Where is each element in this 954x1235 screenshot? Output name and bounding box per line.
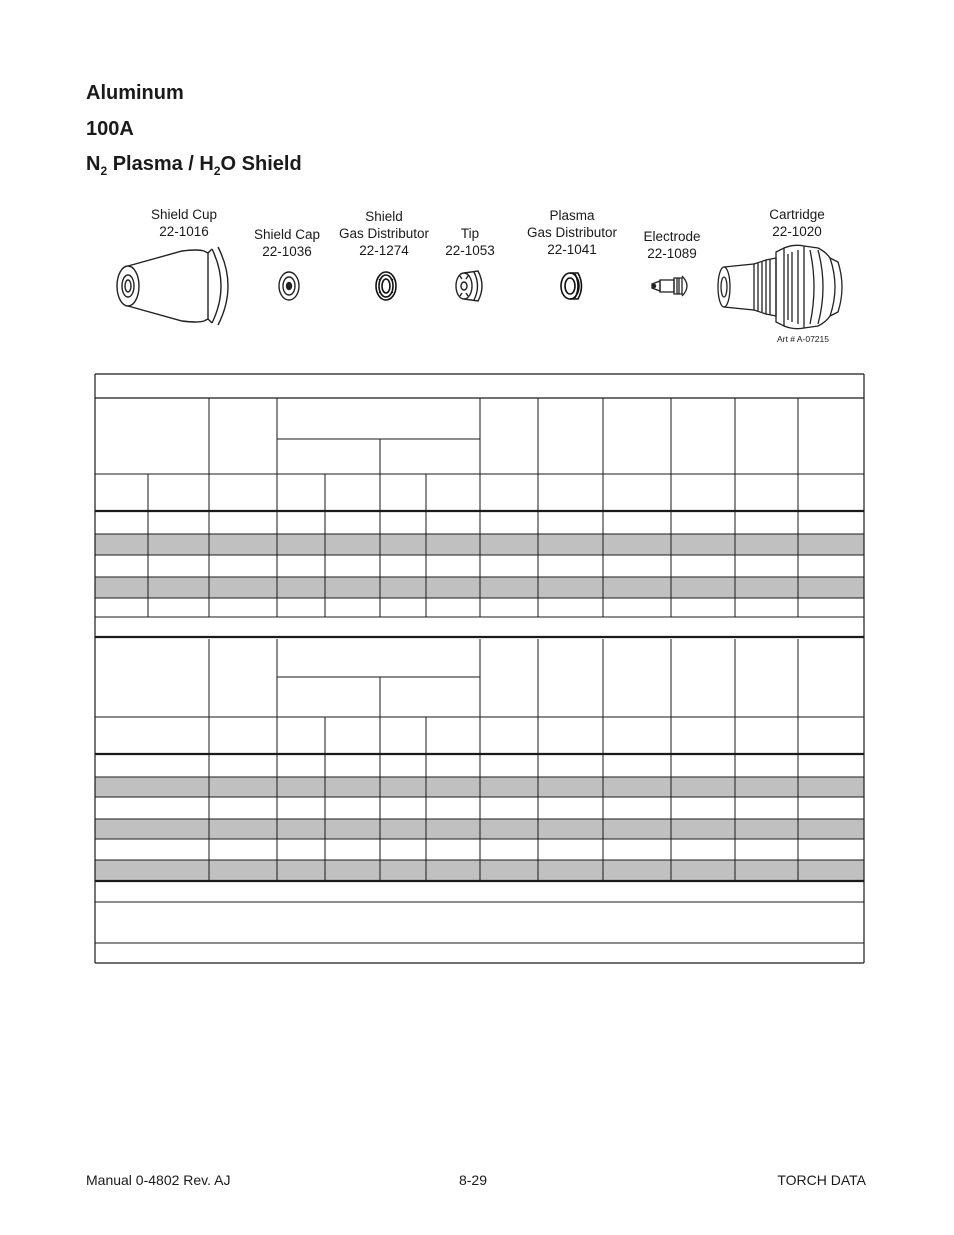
footer-section: TORCH DATA bbox=[777, 1172, 866, 1188]
heading-gas: $N_2$ Plasma / $H_2O$ Shield bbox=[86, 153, 302, 178]
heading-current: 100A bbox=[86, 118, 134, 140]
part-label-plasma-gas-distributor: Plasma Gas Distributor 22-1041 bbox=[526, 208, 618, 257]
part-label-shield-gas-distributor: Shield Gas Distributor 22-1274 bbox=[338, 209, 430, 258]
heading-material: Aluminum bbox=[86, 82, 184, 104]
part-label-shield-cap: Shield Cap 22-1036 bbox=[253, 227, 321, 259]
part-label-electrode: Electrode 22-1089 bbox=[643, 229, 701, 261]
art-number: Art # A-07215 bbox=[777, 334, 829, 344]
footer-manual: Manual 0-4802 Rev. AJ bbox=[86, 1172, 231, 1188]
part-label-shield-cup: Shield Cup 22-1016 bbox=[150, 207, 218, 239]
part-label-cartridge: Cartridge 22-1020 bbox=[769, 207, 825, 239]
footer-page-number: 8-29 bbox=[458, 1172, 488, 1188]
part-label-tip: Tip 22-1053 bbox=[445, 226, 495, 258]
